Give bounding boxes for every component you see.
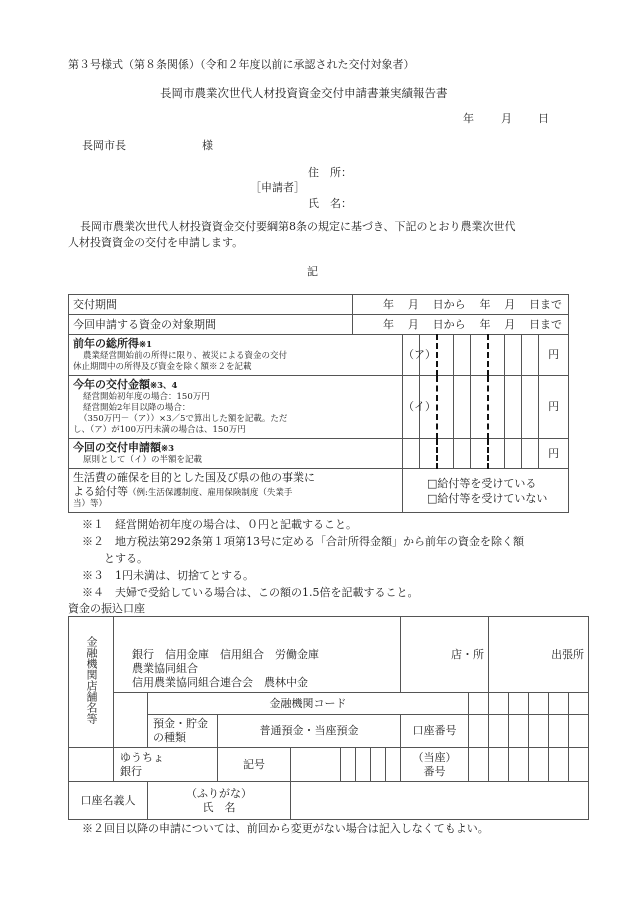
period-row-1 bbox=[69, 295, 569, 315]
prev-income-desc2: 休止期間中の所得及び資金を除く額※２を記載 bbox=[73, 362, 252, 372]
furigana-label: （ふりがな） bbox=[186, 786, 252, 800]
period-label: 交付期間 bbox=[73, 297, 117, 311]
acct-cell[interactable] bbox=[469, 715, 489, 748]
holder-label: 口座名義人 bbox=[69, 782, 148, 820]
date-year: 年 bbox=[463, 112, 474, 125]
yen-unit: 円 bbox=[539, 439, 569, 469]
acct-cell[interactable] bbox=[549, 715, 569, 748]
digit-cell[interactable] bbox=[437, 439, 454, 469]
symbol-cell[interactable] bbox=[371, 748, 386, 782]
target-month-from: 月 bbox=[407, 317, 419, 331]
yucho-num-cell[interactable] bbox=[569, 748, 589, 782]
target-day-from: 日から bbox=[432, 317, 466, 331]
this-year-desc3: （350万円－（ア））×3／5で算出した額を記載。ただ bbox=[79, 414, 288, 424]
yucho-num-cell[interactable] bbox=[549, 748, 569, 782]
code-cell[interactable] bbox=[549, 693, 569, 715]
this-year-title: 今年の交付金額 bbox=[73, 378, 150, 391]
acct-cell[interactable] bbox=[529, 715, 549, 748]
acct-cell[interactable] bbox=[569, 715, 589, 748]
prev-income-row bbox=[69, 335, 569, 376]
digit-cell[interactable] bbox=[488, 439, 505, 469]
page-title: 長岡市農業次世代人材投資資金交付申請書兼実績報告書 bbox=[160, 86, 448, 100]
yucho-num-cell[interactable] bbox=[469, 748, 489, 782]
period-year-from: 年 bbox=[383, 297, 394, 311]
period-month-to: 月 bbox=[504, 297, 516, 311]
digit-cell[interactable] bbox=[488, 335, 505, 376]
digit-cell[interactable] bbox=[471, 439, 488, 469]
deposit-types[interactable]: 普通預金・当座預金 bbox=[218, 715, 401, 748]
code-cell[interactable] bbox=[489, 693, 509, 715]
prev-income-desc1: 農業経営開始前の所得に限り、被災による資金の交付 bbox=[83, 351, 288, 361]
fi-code-label: 金融機関コード bbox=[148, 693, 469, 715]
deposit-type-label1: 預金・貯金 bbox=[153, 717, 208, 730]
note-2-cont: とする。 bbox=[104, 552, 148, 565]
benefits-option-not-receiving[interactable]: □給付等を受けていない bbox=[427, 491, 548, 505]
yucho-label1: ゆうちょ bbox=[120, 750, 164, 764]
digit-cell[interactable] bbox=[437, 335, 454, 376]
digit-cell[interactable] bbox=[522, 376, 539, 439]
benefits-label3: 当）等） bbox=[73, 499, 108, 509]
yucho-label2: 銀行 bbox=[120, 764, 142, 778]
digit-cell[interactable] bbox=[454, 439, 471, 469]
this-request-row bbox=[69, 439, 569, 469]
footer-note: ※２回目以降の申請については、前回から変更がない場合は記入しなくてもよい。 bbox=[82, 822, 489, 835]
period-year-to: 年 bbox=[479, 297, 491, 311]
target-year-from: 年 bbox=[383, 317, 394, 331]
this-year-desc4: し、（ア）が100万円未満の場合は、150万円 bbox=[73, 425, 246, 435]
ki-label: 記 bbox=[307, 265, 318, 278]
yucho-num-cell[interactable] bbox=[509, 748, 529, 782]
digit-cell[interactable] bbox=[471, 376, 488, 439]
this-year-desc2: 経営開始2年目以降の場合： bbox=[83, 403, 191, 413]
period-day-to: 日まで bbox=[529, 297, 563, 311]
note-4: ※４ 夫婦で受給している場合は、この額の1.5倍を記載すること。 bbox=[82, 586, 419, 599]
target-month-to: 月 bbox=[504, 317, 516, 331]
intro-line2: 人材投資資金の交付を申請します。 bbox=[68, 236, 244, 249]
target-period-label: 今回申請する資金の対象期間 bbox=[73, 317, 216, 331]
benefits-row bbox=[69, 469, 569, 513]
date-day: 日 bbox=[538, 112, 549, 125]
benefits-label2b: （例:生活保護制度、雇用保険制度（失業手 bbox=[128, 488, 293, 498]
benefits-label1: 生活費の確保を目的とした国及び県の他の事業に bbox=[73, 471, 315, 484]
symbol-cell[interactable] bbox=[341, 748, 356, 782]
digit-cell[interactable] bbox=[454, 335, 471, 376]
intro-line1: 長岡市農業次世代人材投資資金交付要綱第8条の規定に基づき、下記のとおり農業次世代 bbox=[80, 220, 516, 233]
fi-types-2: 農業協同組合 bbox=[132, 662, 198, 675]
note-1: ※１ 経営開始初年度の場合は、０円と記載すること。 bbox=[82, 518, 357, 531]
code-i: （イ） bbox=[403, 376, 420, 439]
branch-label: 店・所 bbox=[401, 617, 489, 693]
note-2: ※２ 地方税法第292条第１項第13号に定める「合計所得金額」から前年の資金を除く額 bbox=[82, 535, 524, 548]
digit-cell[interactable] bbox=[505, 439, 522, 469]
target-day-to: 日まで bbox=[529, 317, 563, 331]
code-cell[interactable] bbox=[469, 693, 489, 715]
fi-types-1: 銀行 信用金庫 信用組合 労働金庫 bbox=[132, 648, 319, 661]
code-cell[interactable] bbox=[529, 693, 549, 715]
digit-cell[interactable] bbox=[522, 335, 539, 376]
applicant-label: ［申請者］ bbox=[250, 181, 305, 194]
toza-label1: （当座） bbox=[412, 750, 457, 764]
benefits-option-receiving[interactable]: □給付等を受けている bbox=[427, 476, 537, 490]
notes-block bbox=[68, 513, 568, 601]
this-year-note: ※3、4 bbox=[150, 381, 178, 391]
yucho-num-cell[interactable] bbox=[489, 748, 509, 782]
digit-cell[interactable] bbox=[420, 439, 437, 469]
digit-cell[interactable] bbox=[488, 376, 505, 439]
digit-cell[interactable] bbox=[471, 335, 488, 376]
code-cell[interactable] bbox=[509, 693, 529, 715]
code-a: （ア） bbox=[403, 335, 420, 376]
bank-account-table bbox=[68, 616, 589, 820]
digit-cell[interactable] bbox=[505, 376, 522, 439]
acct-cell[interactable] bbox=[489, 715, 509, 748]
holder-name-label: 氏 名 bbox=[202, 800, 236, 814]
form-number: 第３号様式（第８条関係）（令和２年度以前に承認された交付対象者） bbox=[68, 58, 415, 71]
this-year-desc1: 経営開始初年度の場合：150万円 bbox=[83, 392, 210, 402]
account-section-title: 資金の振込口座 bbox=[68, 602, 145, 615]
prev-income-title: 前年の総所得 bbox=[73, 337, 139, 350]
digit-cell[interactable] bbox=[454, 376, 471, 439]
digit-cell[interactable] bbox=[505, 335, 522, 376]
name-label: 氏 名： bbox=[308, 197, 352, 210]
benefits-label2a: よる給付等 bbox=[73, 485, 128, 498]
deposit-type-label2: の種類 bbox=[153, 731, 186, 744]
request-title: 今回の交付申請額 bbox=[73, 441, 161, 454]
symbol-cell[interactable] bbox=[386, 748, 401, 782]
digit-cell[interactable] bbox=[437, 376, 454, 439]
target-year-to: 年 bbox=[479, 317, 491, 331]
yen-unit: 円 bbox=[539, 335, 569, 376]
request-note: ※3 bbox=[161, 444, 175, 454]
prev-income-note: ※1 bbox=[139, 340, 153, 350]
code-cell[interactable] bbox=[569, 693, 589, 715]
period-row-2 bbox=[69, 315, 569, 335]
addressee-name: 長岡市長 bbox=[82, 139, 126, 152]
period-month-from: 月 bbox=[407, 297, 419, 311]
form-body bbox=[68, 294, 585, 836]
account-number-label: 口座番号 bbox=[401, 715, 469, 748]
symbol-cell[interactable] bbox=[291, 748, 341, 782]
symbol-cell[interactable] bbox=[356, 748, 371, 782]
note-3: ※３ 1円未満は、切捨てとする。 bbox=[82, 569, 254, 582]
yucho-num-cell[interactable] bbox=[529, 748, 549, 782]
fi-types-3: 信用農業協同組合連合会 農林中金 bbox=[132, 676, 308, 689]
request-desc1: 原則として（イ）の半額を記載 bbox=[83, 455, 203, 465]
acct-cell[interactable] bbox=[509, 715, 529, 748]
fi-label: 金融機関店舗名等 bbox=[85, 636, 98, 724]
this-year-row bbox=[69, 376, 569, 439]
date-month: 月 bbox=[501, 112, 512, 125]
toza-label2: 番号 bbox=[423, 764, 446, 778]
digit-cell[interactable] bbox=[522, 439, 539, 469]
holder-name-field[interactable] bbox=[291, 782, 589, 820]
symbol-label: 記号 bbox=[218, 748, 291, 782]
sub-branch-label: 出張所 bbox=[489, 617, 589, 693]
period-day-from: 日から bbox=[432, 297, 466, 311]
yen-unit: 円 bbox=[539, 376, 569, 439]
address-label: 住 所： bbox=[308, 166, 352, 179]
addressee-honorific: 様 bbox=[202, 139, 213, 152]
application-table bbox=[68, 294, 569, 513]
